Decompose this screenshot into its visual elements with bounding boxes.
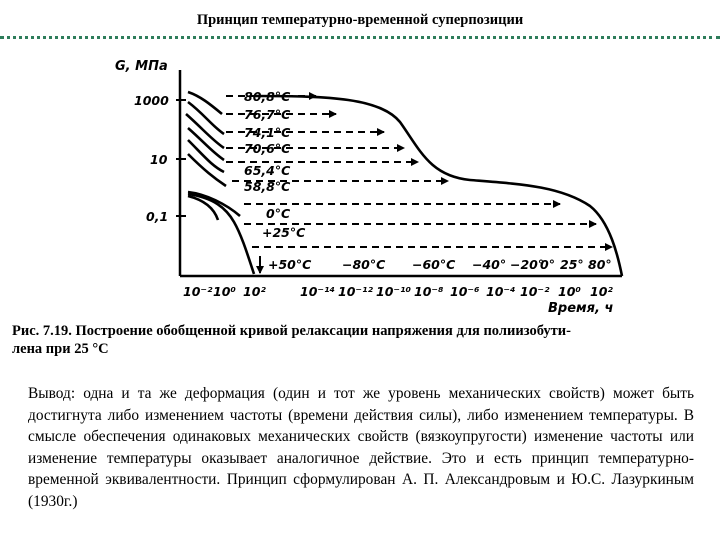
figure-caption-line2: лена при 25 °С	[12, 341, 109, 357]
temp-label: 70,6°С	[244, 141, 291, 156]
curve-80-8	[188, 92, 222, 114]
temp-label: 58,8°С	[244, 179, 291, 194]
x-tick-label: 10⁻⁸	[414, 284, 444, 299]
temp-label: 0°С	[266, 206, 291, 221]
x-tick-label: 10⁻⁶	[450, 284, 480, 299]
x-tick-label: 10⁰	[213, 284, 236, 299]
bottom-temp-label: −80°С	[342, 257, 386, 272]
y-tick-label: 0,1	[146, 209, 169, 224]
x-tick-label: 10⁻²	[520, 284, 550, 299]
relaxation-chart	[0, 44, 720, 374]
figure-caption-line1: Рис. 7.19. Построение обобщенной кривой релаксации напряжения для полиизобути-	[12, 323, 571, 339]
bottom-temp-label: 80°	[588, 257, 612, 272]
x-tick-label: 10⁻⁴	[486, 284, 516, 299]
x-tick-label: 10²	[590, 284, 613, 299]
conclusion-text: Вывод: одна и та же деформация (один и тот же уровень механических свойств) может быть достигнута либо изменением частоты (времени действия силы), либо изменением температуры. В смысле обеспечения одинаковых механических свойств (вязкоупругости) изменение частоты или изменение температуры оказывает аналогичное действие. Это и есть принцип температурно-временной эквивалентности. Принцип сформулирован А. П. Александровым и Ю.С. Лазуркиным (1930г.)	[28, 385, 694, 510]
y-axis-label: G, МПа	[115, 59, 168, 74]
temp-label: 80,8°С	[244, 89, 291, 104]
bottom-temp-label: +50°С	[268, 257, 312, 272]
curve-25	[188, 194, 254, 274]
slide-title: Принцип температурно-временной суперпозиции	[196, 12, 524, 28]
bottom-temp-label: −20°	[510, 257, 545, 272]
master-curve	[256, 96, 622, 276]
y-tick-label: 10	[150, 152, 168, 167]
temp-label: +25°С	[262, 225, 306, 240]
x-tick-label: 10²	[243, 284, 266, 299]
x-axis-label: Время, ч	[548, 301, 614, 316]
x-tick-label: 10⁻²	[183, 284, 213, 299]
relaxation-figure	[0, 44, 720, 374]
bottom-temp-label: −40°	[472, 257, 507, 272]
y-tick-label: 1000	[134, 93, 169, 108]
temp-label: 65,4°С	[244, 163, 291, 178]
x-tick-label: 10⁰	[558, 284, 581, 299]
x-tick-label: 10⁻¹⁰	[376, 284, 411, 299]
curve-76-7	[188, 102, 224, 134]
x-tick-label: 10⁻¹⁴	[300, 284, 335, 299]
temp-label: 74,1°С	[244, 125, 291, 140]
bottom-temp-label: 25°	[560, 257, 584, 272]
bottom-temp-label: 0°	[540, 257, 555, 272]
temp-label: 76,7°С	[244, 107, 291, 122]
bottom-temp-label: −60°С	[412, 257, 456, 272]
title-divider	[0, 36, 720, 39]
x-tick-label: 10⁻¹²	[338, 284, 373, 299]
